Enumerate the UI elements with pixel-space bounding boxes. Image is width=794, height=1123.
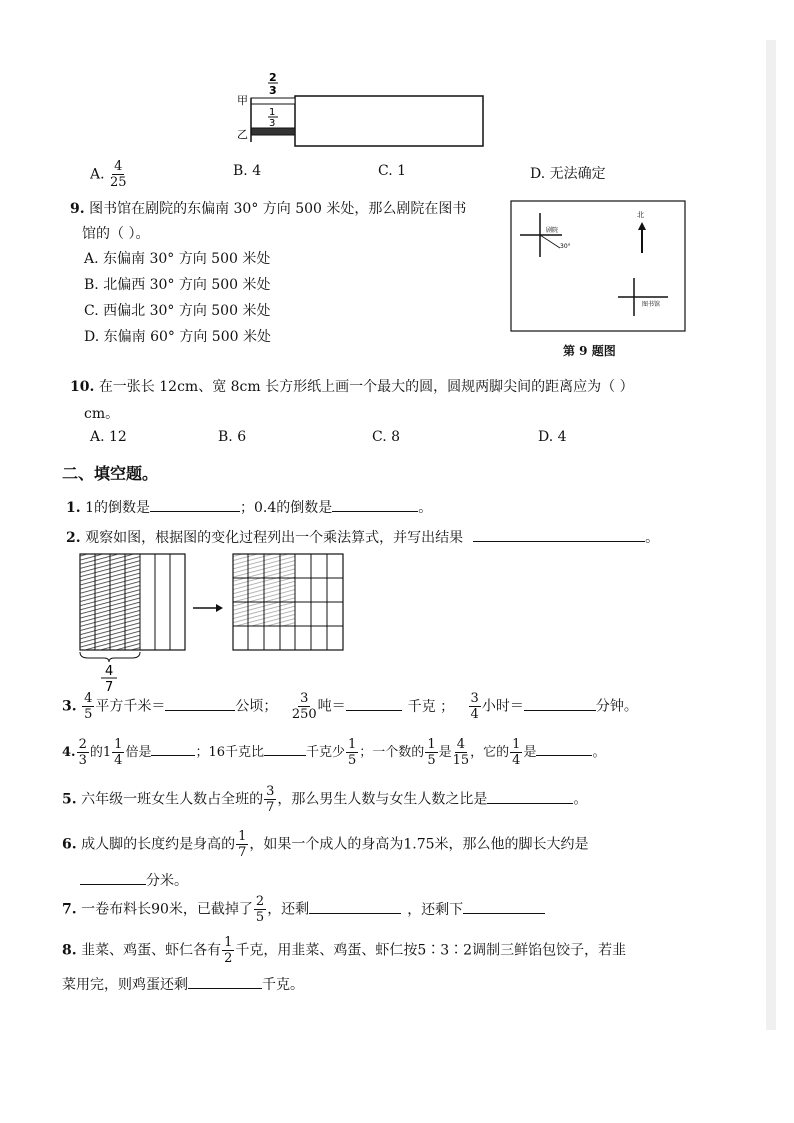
answer-blank[interactable] bbox=[536, 741, 592, 756]
section-title-fill-blank: 二、填空题。 bbox=[62, 464, 159, 483]
fill-q8-line1: 8. 韭菜、鸡蛋、虾仁各有 $\frac{1}{2}$ 千克，用韭菜、鸡蛋、虾仁按5∶3∶2调制三鲜馅包饺子，若韭 bbox=[62, 935, 627, 966]
strip-jia bbox=[251, 98, 295, 104]
fill-q1: 1. 1的倒数是 ；0.4的倒数是 。 bbox=[66, 497, 432, 517]
q9-option-d: D. 东偏南 60° 方向 500 米处 bbox=[84, 329, 271, 345]
answer-blank[interactable] bbox=[332, 497, 418, 512]
answer-blank[interactable] bbox=[165, 696, 235, 711]
q8-option-a-fraction: $\frac{4}{25}$ bbox=[110, 159, 127, 190]
theatre-label: 剧院 bbox=[546, 227, 559, 234]
label-jia: 甲 bbox=[237, 94, 248, 107]
answer-blank[interactable] bbox=[473, 527, 645, 542]
q8-option-b: B. 4 bbox=[233, 163, 262, 179]
fill-q7: 7. 一卷布料长90米，已截掉了 $\frac{2}{5}$ ，还剩 ，还剩下 bbox=[62, 895, 545, 924]
label-yi: 乙 bbox=[237, 128, 248, 141]
frac-mid-denominator: 3 bbox=[269, 118, 276, 129]
strip-yi bbox=[251, 128, 295, 135]
q9-option-b: B. 北偏西 30° 方向 500 米处 bbox=[84, 277, 271, 293]
q9-stem-line2: 馆的（ ）。 bbox=[82, 226, 150, 242]
answer-blank[interactable] bbox=[487, 789, 573, 804]
q9-option-c: C. 西偏北 30° 方向 500 米处 bbox=[84, 303, 271, 319]
fill-q4: 4. $\frac{2}{3}$ 的1 $\frac{1}{4}$ 倍是 ；16千克比 千克少 $\frac{1}{5}$ ；一个数的 $\frac{1}{5}$ 是 $\frac{4}{15}$ ，它的 $\frac{1}{4}$ 是 。 bbox=[62, 737, 606, 768]
fill-q5: 5. 六年级一班女生人数占全班的 $\frac{3}{7}$ ，那么男生人数与女生人数之比是 。 bbox=[62, 784, 588, 815]
library-label: 图书馆 bbox=[642, 301, 661, 308]
brace-fraction-denominator: 7 bbox=[105, 680, 114, 692]
fill-q6-line1: 6. 成人脚的长度约是身高的 $\frac{1}{7}$ ，如果一个成人的身高为1.75米，那么他的脚长大约是 bbox=[62, 829, 589, 860]
fill-q3: 3. $\frac{4}{5}$ 平方千米＝ 公顷； $\frac{3}{250}$ 吨＝ 千克 ； $\frac{3}{4}$ 小时＝ 分钟。 bbox=[62, 691, 638, 722]
frac-mid-numerator: 1 bbox=[269, 107, 276, 118]
fill-q8-line2: 菜用完，则鸡蛋还剩 千克。 bbox=[62, 974, 304, 994]
q8-option-a: A. $\frac{4}{25}$ bbox=[90, 159, 127, 190]
answer-blank[interactable] bbox=[80, 870, 146, 885]
answer-blank[interactable] bbox=[188, 974, 262, 989]
fraction-grid-figure bbox=[78, 552, 358, 692]
page-edge-shadow bbox=[766, 40, 776, 1030]
strip-comparison-figure bbox=[225, 70, 495, 150]
answer-blank[interactable] bbox=[524, 696, 596, 711]
answer-blank[interactable] bbox=[264, 741, 306, 756]
north-label: 北 bbox=[637, 211, 644, 219]
q8-option-c: C. 1 bbox=[378, 163, 407, 179]
q10-option-b: B. 6 bbox=[218, 429, 247, 445]
q10-stem-line1: 10. 在一张长 12cm、宽 8cm 长方形纸上画一个最大的圆，圆规两脚尖间的距离应为（ ） bbox=[70, 379, 634, 395]
fill-q2: 2. 观察如图，根据图的变化过程列出一个乘法算式，并写出结果 。 bbox=[66, 527, 659, 547]
answer-blank[interactable] bbox=[346, 696, 402, 711]
frac-top-numerator: 2 bbox=[269, 71, 277, 84]
q9-option-a: A. 东偏南 30° 方向 500 米处 bbox=[84, 251, 271, 267]
q10-option-d: D. 4 bbox=[538, 429, 567, 445]
angle-label: 30° bbox=[560, 243, 571, 250]
q10-stem-line2: cm。 bbox=[84, 406, 120, 422]
q10-option-c: C. 8 bbox=[372, 429, 401, 445]
q10-option-a: A. 12 bbox=[90, 429, 127, 445]
q9-figure-caption: 第 9 题图 bbox=[563, 344, 616, 358]
answer-blank[interactable] bbox=[463, 899, 545, 914]
q9-stem-line1: 9. 图书馆在剧院的东偏南 30° 方向 500 米处，那么剧院在图书 bbox=[70, 201, 467, 217]
fill-q6-line2: 分米。 bbox=[80, 870, 188, 890]
frac-top-denominator: 3 bbox=[269, 84, 277, 97]
answer-blank[interactable] bbox=[309, 899, 401, 914]
answer-blank[interactable] bbox=[151, 741, 195, 756]
long-rectangle bbox=[295, 96, 483, 146]
brace-fraction-numerator: 4 bbox=[105, 664, 114, 679]
q8-option-d: D. 无法确定 bbox=[530, 166, 606, 182]
answer-blank[interactable] bbox=[150, 497, 240, 512]
q9-direction-figure bbox=[510, 200, 686, 332]
